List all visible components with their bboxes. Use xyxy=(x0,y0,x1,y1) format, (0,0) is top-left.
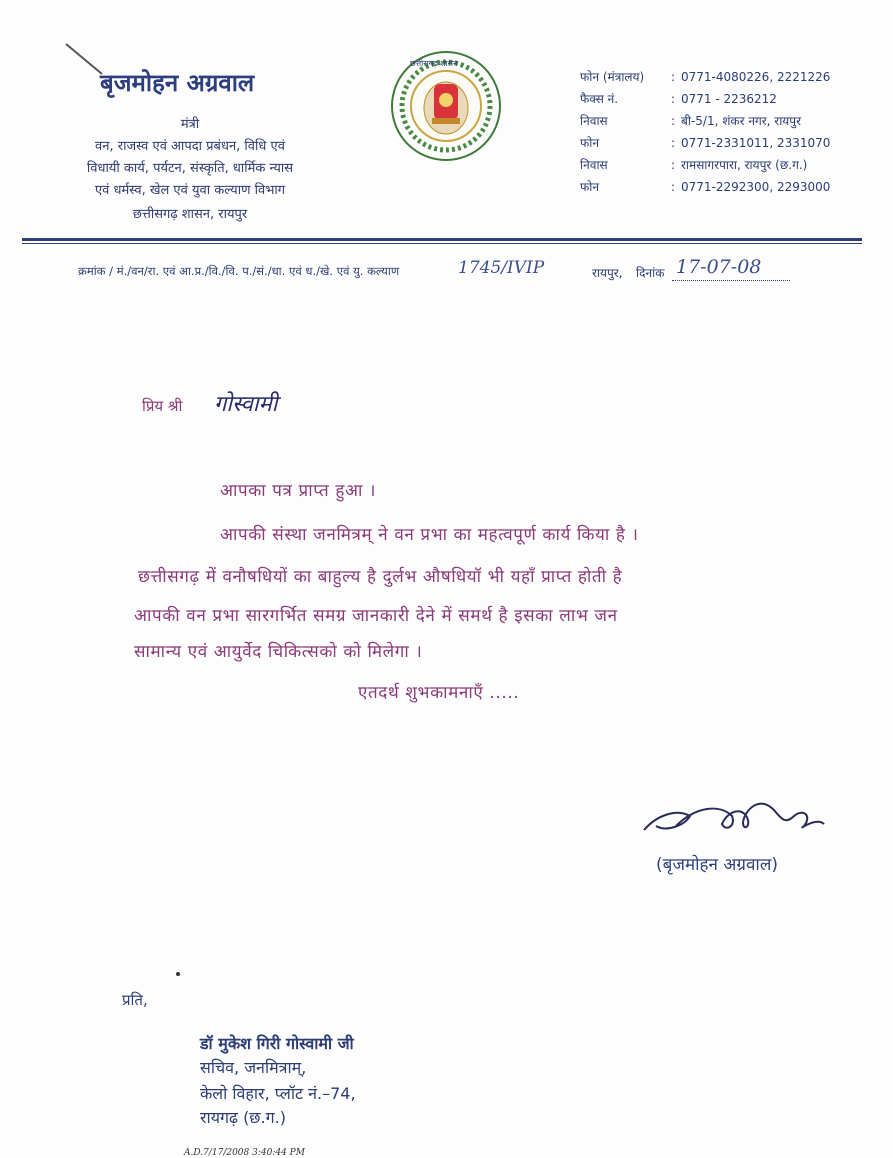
minister-title: मंत्री xyxy=(180,117,200,132)
contact-row: फोन (मंत्रालय) : 0771-4080226, 2221226 xyxy=(580,66,830,88)
recipient-name: डॉ मुकेश गिरी गोस्वामी जी xyxy=(200,1034,354,1053)
contact-value: बी-5/1, शंकर नगर, रायपुर xyxy=(681,114,801,128)
contact-value: रामसागरपारा, रायपुर (छ.ग.) xyxy=(681,158,808,172)
contact-row: फैक्स नं. : 0771 - 2236212 xyxy=(580,88,830,110)
recipient-line-2: केलो विहार, प्लॉट नं.–74, xyxy=(200,1084,356,1103)
body-line-3: छत्तीसगढ़ में वनौषधियों का बाहुल्य है दुर्लभ औषधियॉ भी यहाँ प्राप्त होती है xyxy=(138,567,623,587)
body-line-1: आपका पत्र प्राप्त हुआ । xyxy=(220,481,376,501)
header-rule xyxy=(22,238,862,241)
contact-label: फोन (मंत्रालय) xyxy=(580,70,645,84)
salutation-prefix: प्रिय श्री xyxy=(142,397,183,415)
contact-row: निवास : बी-5/1, शंकर नगर, रायपुर xyxy=(580,110,830,132)
emblem-text: छत्तीसगढ़ शासन xyxy=(410,59,458,68)
recipient-line-3: रायगढ़ (छ.ग.) xyxy=(200,1108,286,1127)
contact-label: फोन xyxy=(580,136,600,150)
place-label: रायपुर, xyxy=(592,266,623,280)
footer-stamp: A.D.7/17/2008 3:40:44 PM xyxy=(184,1148,305,1158)
recipient-line-1: सचिव, जनमित्राम्, xyxy=(200,1058,307,1077)
contact-row: निवास : रामसागरपारा, रायपुर (छ.ग.) xyxy=(580,154,830,176)
body-line-5: सामान्य एवं आयुर्वेद चिकित्सको को मिलेगा । xyxy=(134,642,423,662)
contact-label: निवास xyxy=(580,114,608,128)
closing-line: एतदर्थ शुभकामनाएँ ..... xyxy=(358,683,520,703)
department-line-1: वन, राजस्व एवं आपदा प्रबंधन, विधि एवं xyxy=(95,139,285,154)
date-underline xyxy=(672,280,790,281)
header-rule-thin xyxy=(22,243,862,244)
body-line-4: आपकी वन प्रभा सारगर्भित समग्र जानकारी देने में समर्थ है इसका लाभ जन xyxy=(134,606,618,626)
signature-scribble xyxy=(636,786,836,850)
contact-block xyxy=(580,66,830,198)
state-emblem-seal xyxy=(388,50,504,162)
department-line-2: विधायी कार्य, पर्यटन, संस्कृति, धार्मिक न्यास xyxy=(86,161,294,176)
contact-label: फोन xyxy=(580,180,600,194)
reference-number: 1745/IVIP xyxy=(458,258,545,278)
body-line-2: आपकी संस्था जनमित्रम् ने वन प्रभा का महत्वपूर्ण कार्य किया है । xyxy=(220,525,639,545)
contact-value: 0771-4080226, 2221226 xyxy=(681,70,831,84)
contact-value: 0771-2331011, 2331070 xyxy=(681,136,831,150)
contact-value: 0771 - 2236212 xyxy=(681,92,777,106)
contact-label: फैक्स नं. xyxy=(580,92,619,106)
contact-row: फोन : 0771-2292300, 2293000 xyxy=(580,176,830,198)
ink-dot xyxy=(176,972,180,976)
contact-label: निवास xyxy=(580,158,608,172)
minister-name: बृजमोहन अग्रवाल xyxy=(100,69,255,97)
salutation-name: गोस्वामी xyxy=(214,392,278,417)
to-label: प्रति, xyxy=(122,991,148,1009)
date-value: 17-07-08 xyxy=(676,256,762,278)
reference-prefix: क्रमांक / मं./वन/रा. एवं आ.प्र./वि./वि. प./सं./धा. एवं ध./खे. एवं यु. कल्याण xyxy=(78,264,400,278)
government-line: छत्तीसगढ़ शासन, रायपुर xyxy=(132,207,248,222)
signatory-name: (बृजमोहन अग्रवाल) xyxy=(656,855,778,875)
date-label: दिनांक xyxy=(636,266,665,280)
department-line-3: एवं धर्मस्व, खेल एवं युवा कल्याण विभाग xyxy=(94,183,286,198)
contact-value: 0771-2292300, 2293000 xyxy=(681,180,831,194)
contact-row: फोन : 0771-2331011, 2331070 xyxy=(580,132,830,154)
